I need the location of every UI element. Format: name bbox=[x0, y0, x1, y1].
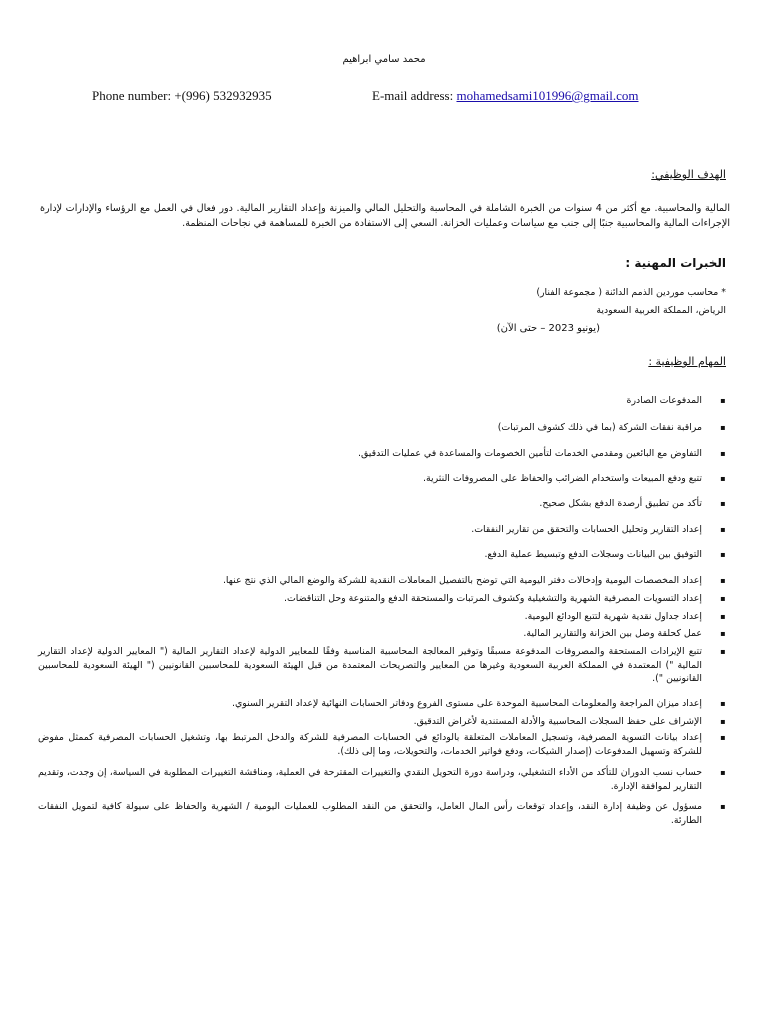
bullet-icon: ▪ bbox=[720, 576, 726, 585]
task-item: تتبع ودفع المبيعات واستخدام الضرائب والحفاظ على المصروفات النثرية. bbox=[423, 473, 702, 484]
bullet-icon: ▪ bbox=[720, 449, 726, 458]
phone-label: Phone number: bbox=[92, 88, 175, 103]
tasks-heading: المهام الوظيفية : bbox=[648, 355, 726, 368]
task-item: الإشراف على حفظ السجلات المحاسبية والأدلة المستندية لأغراض التدقيق. bbox=[413, 716, 702, 727]
task-item: مسؤول عن وظيفة إدارة النقد، وإعداد توقعات رأس المال العامل، والتحقق من النقد المطلوب للعمليات اليومية / الشهرية والحفاظ على سيولة كافية لتمويل النفقات الطارئة. bbox=[38, 801, 702, 826]
task-item: إعداد بيانات التسوية المصرفية، وتسجيل المعاملات المتعلقة بالودائع في الحسابات المصرفية للشركة والدخل المرتبط بها، وتشغيل الحسابات المصرفية كممثل مفوض للشركة وتسهيل المدفوعات (إصدار الشيكات، ودفع فواتير الخدمات، والتحويلات، وما إلى ذلك). bbox=[38, 732, 702, 757]
bullet-icon: ▪ bbox=[720, 396, 726, 405]
task-item: تأكد من تطبيق أرصدة الدفع بشكل صحيح. bbox=[539, 498, 702, 509]
experience-heading: الخبرات المهنية : bbox=[625, 256, 726, 270]
phone-number: +(996) 532932935 bbox=[174, 88, 272, 103]
task-item: حساب نسب الدوران للتأكد من الأداء التشغيلي، ودراسة دورة التحويل النقدي والتغييرات المقترحة في العملية، ومناقشة التغييرات المطلوبة في السياسة، إن وجدت، وتقديم التقارير لموافقة الإدارة. bbox=[38, 767, 702, 792]
bullet-icon: ▪ bbox=[720, 717, 726, 726]
bullet-icon: ▪ bbox=[720, 594, 726, 603]
task-item: تتبع الإيرادات المستحقة والمصروفات المدفوعة مسبقًا وتوفير المعالجة المحاسبية المناسبة وفقًا للمعايير الدولية لإعداد التقارير المالية (" المعايير الدولية لإعداد التقارير المالية ") المعتمدة في المملكة العربية السعودية وغيرها من المعايير والتصريحات المعتمدة من قبل الهيئة السعودية للمحاسبين القانونيين (" الهيئة السعودية للمحاسبين القانونيين "). bbox=[38, 646, 702, 684]
bullet-icon: ▪ bbox=[720, 802, 726, 811]
job-title: * محاسب موردين الذمم الدائنة ( مجموعة الفنار) bbox=[536, 287, 726, 298]
job-location: الرياض، المملكة العربية السعودية bbox=[596, 305, 726, 316]
bullet-icon: ▪ bbox=[720, 525, 726, 534]
task-item: إعداد ميزان المراجعة والمعلومات المحاسبية الموحدة على مستوى الفروع ودفاتر الحسابات النهائية لإعداد التقرير السنوي. bbox=[231, 698, 702, 709]
phone-line bbox=[92, 88, 272, 104]
bullet-icon: ▪ bbox=[720, 474, 726, 483]
task-item: التفاوض مع البائعين ومقدمي الخدمات لتأمين الخصومات والمساعدة في عمليات التدقيق. bbox=[357, 448, 702, 459]
email-link[interactable]: mohamedsami101996@gmail.com bbox=[456, 88, 639, 103]
task-item: إعداد التقارير وتحليل الحسابات والتحقق من تقارير النفقات. bbox=[471, 524, 702, 535]
email-line bbox=[372, 88, 639, 104]
task-item: إعداد جداول نقدية شهرية لتتبع الودائع اليومية. bbox=[524, 611, 702, 622]
bullet-icon: ▪ bbox=[720, 550, 726, 559]
bullet-icon: ▪ bbox=[720, 647, 726, 656]
task-item: إعداد التسويات المصرفية الشهرية والتشغيلية وكشوف المرتبات والمستحقة الدفع والمتنوعة وحل التناقضات. bbox=[284, 593, 702, 604]
task-item: التوفيق بين البيانات وسجلات الدفع وتبسيط عملية الدفع. bbox=[484, 549, 702, 560]
objective-text: المالية والمحاسبية. مع أكثر من 4 سنوات من الخبرة الشاملة في المحاسبة والتحليل المالي والميزنة وإعداد التقارير المالية. دور فعال في العمل مع الرؤساء والإدارات لإدارة الإجراءات المالية والمحاسبية جنبًا إلى جنب مع سياسات وعمليات الخزانة. السعي إلى الاستفادة من الخبرة للمساهمة في نجاحات المنظمة. bbox=[40, 203, 731, 229]
bullet-icon: ▪ bbox=[720, 612, 726, 621]
email-label: E-mail address: bbox=[372, 88, 457, 103]
job-period: (يونيو 2023 – حتى الآن) bbox=[496, 323, 600, 334]
bullet-icon: ▪ bbox=[720, 629, 726, 638]
bullet-icon: ▪ bbox=[720, 423, 726, 432]
objective-heading: الهدف الوظيفي: bbox=[651, 168, 726, 181]
bullet-icon: ▪ bbox=[720, 768, 726, 777]
bullet-icon: ▪ bbox=[720, 499, 726, 508]
task-item: المدفوعات الصادرة bbox=[626, 395, 702, 406]
bullet-icon: ▪ bbox=[720, 733, 726, 742]
task-item: إعداد المخصصات اليومية وإدخالات دفتر اليومية التي توضح بالتفصيل المعاملات النقدية للشركة والوضع المالي الذي نتج عنها. bbox=[222, 575, 702, 586]
candidate-name: محمد سامي ابراهيم bbox=[342, 54, 426, 65]
job-entry bbox=[497, 284, 726, 338]
task-item: مراقبة نفقات الشركة (بما في ذلك كشوف المرتبات) bbox=[497, 422, 702, 433]
task-item: عمل كحلقة وصل بين الخزانة والتقارير المالية. bbox=[523, 628, 702, 639]
bullet-icon: ▪ bbox=[720, 699, 726, 708]
